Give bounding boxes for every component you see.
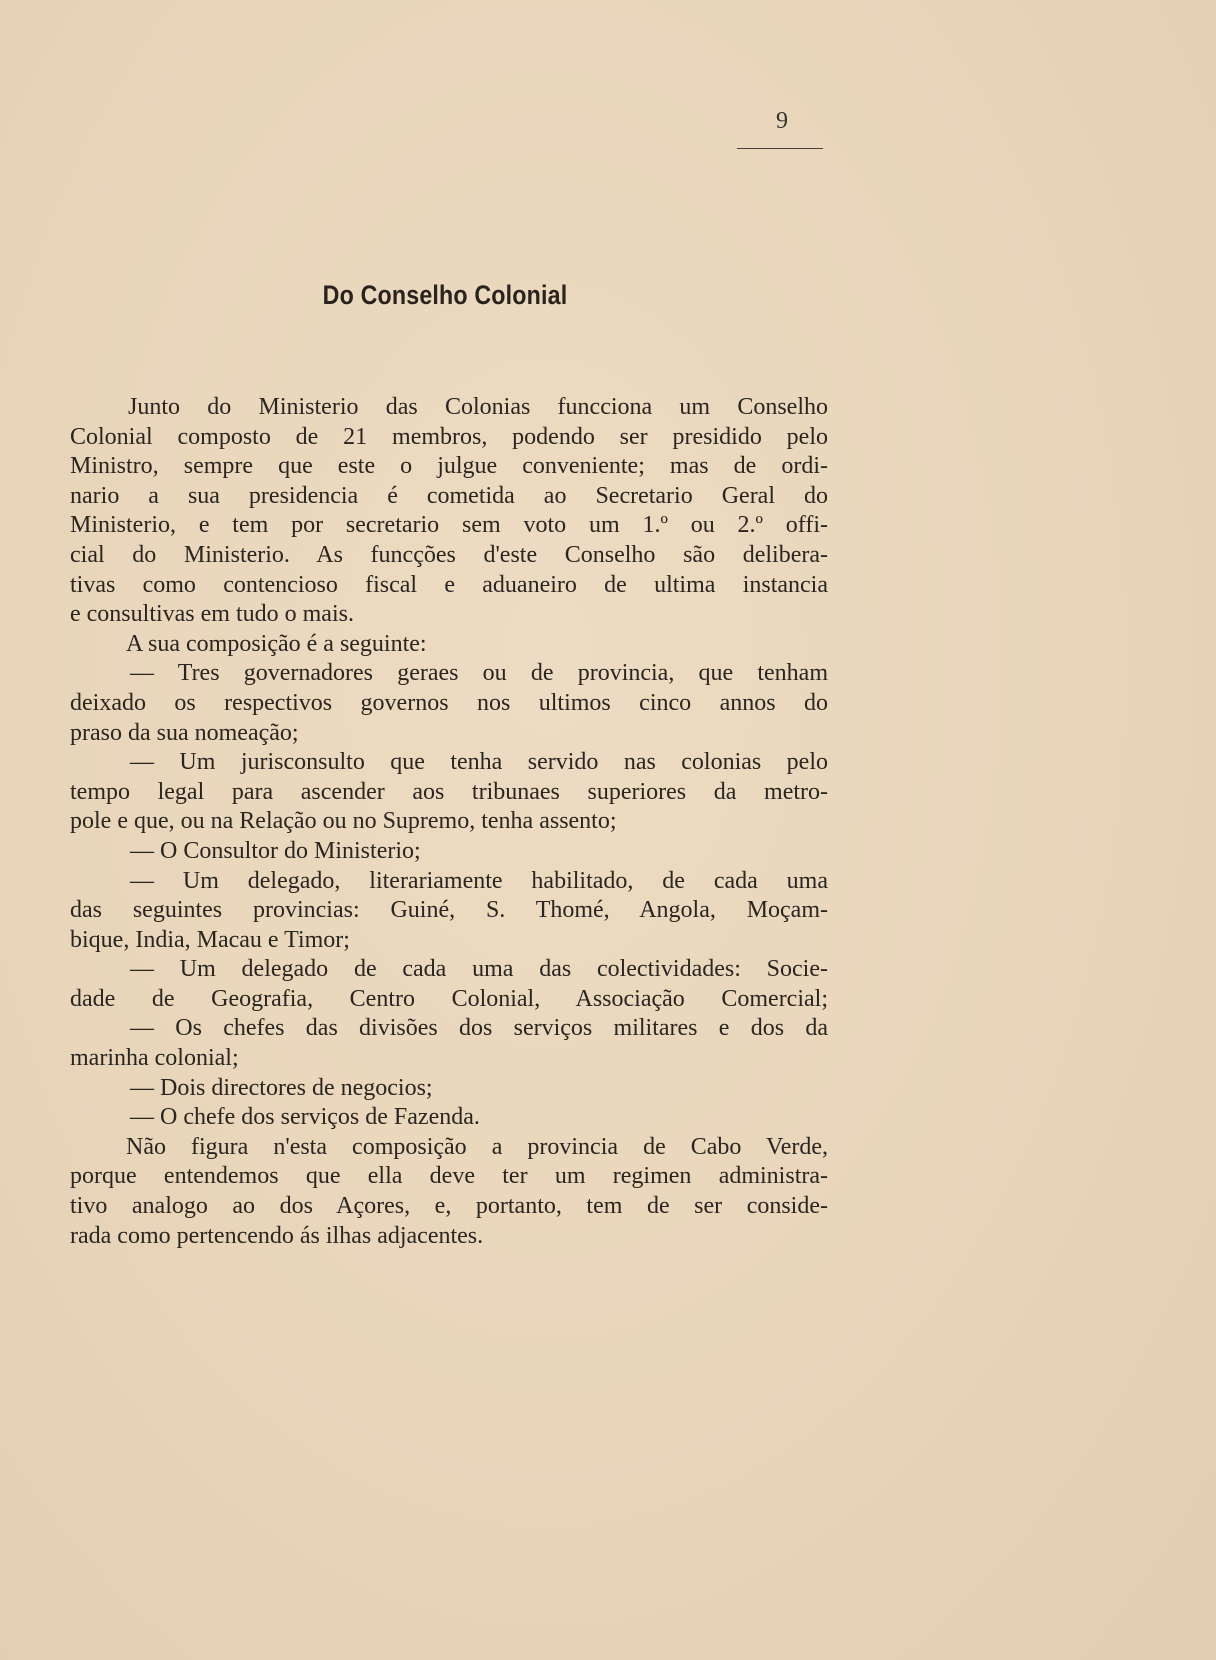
text-line: porque entendemos que ella deve ter um regimen administra-	[70, 1163, 828, 1190]
text-line: Ministerio, e tem por secretario sem voto um 1.º ou 2.º offi-	[70, 512, 828, 539]
section-title: Do Conselho Colonial	[322, 280, 568, 310]
text-line: — Um jurisconsulto que tenha servido nas colonias pelo	[130, 749, 828, 776]
text-line: tempo legal para ascender aos tribunaes superiores da metro-	[70, 778, 828, 805]
text-line: deixado os respectivos governos nos ultimos cinco annos do	[70, 689, 828, 716]
text-line: Não figura n'esta composição a provincia de Cabo Verde,	[126, 1133, 828, 1160]
text-line: bique, India, Macau e Timor;	[70, 926, 350, 953]
page-number: 9	[776, 108, 788, 134]
text-line: — Os chefes das divisões dos serviços militares e dos da	[130, 1015, 828, 1042]
text-line: rada como pertencendo ás ilhas adjacentes.	[70, 1222, 484, 1249]
text-line: dade de Geografia, Centro Colonial, Associação Comercial;	[70, 985, 828, 1012]
text-line: A sua composição é a seguinte:	[126, 630, 427, 657]
text-line: Colonial composto de 21 membros, podendo ser presidido pelo	[70, 423, 828, 450]
text-line: cial do Ministerio. As funcções d'este Conselho são delibera-	[70, 541, 828, 568]
text-line: Ministro, sempre que este o julgue conveniente; mas de ordi-	[70, 453, 828, 480]
page-number-rule	[737, 148, 823, 149]
text-line: e consultivas em tudo o mais.	[70, 601, 354, 628]
text-line: pole e que, ou na Relação ou no Supremo, tenha assento;	[70, 808, 617, 835]
text-line: marinha colonial;	[70, 1045, 239, 1072]
text-line: nario a sua presidencia é cometida ao Secretario Geral do	[70, 482, 828, 509]
body-text	[70, 393, 828, 1251]
text-line: — O chefe dos serviços de Fazenda.	[130, 1104, 480, 1131]
text-line: — Tres governadores geraes ou de provincia, que tenham	[130, 660, 828, 687]
text-line: Junto do Ministerio das Colonias funcciona um Conselho	[128, 394, 828, 420]
text-line: praso da sua nomeação;	[70, 719, 299, 746]
text-line: — Um delegado, literariamente habilitado, de cada uma	[130, 867, 828, 894]
text-line: — Dois directores de negocios;	[130, 1074, 433, 1101]
text-line: — O Consultor do Ministerio;	[130, 837, 421, 864]
text-line: tivas como contencioso fiscal e aduaneiro de ultima instancia	[70, 571, 828, 598]
text-line: — Um delegado de cada uma das colectividades: Socie-	[130, 956, 828, 983]
text-line: das seguintes provincias: Guiné, S. Thomé, Angola, Moçam-	[70, 897, 828, 924]
text-line: tivo analogo ao dos Açores, e, portanto, tem de ser conside-	[70, 1193, 828, 1220]
